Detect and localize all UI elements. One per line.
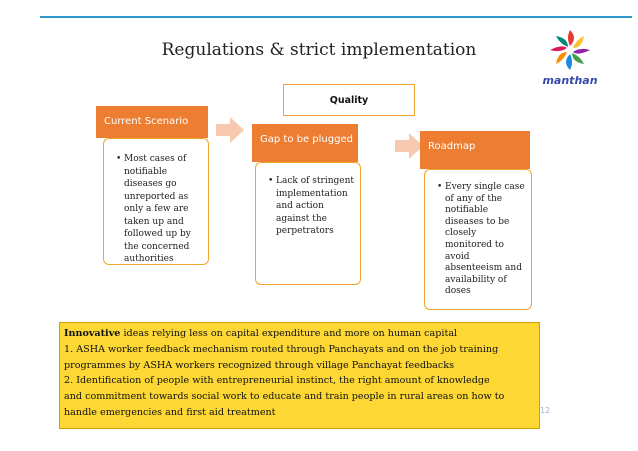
- innovative-line: 1. ASHA worker feedback mechanism routed through Panchayats and on the job training: [64, 343, 499, 355]
- innovative-intro: Innovative ideas relying less on capital expenditure and more on human capital: [64, 328, 458, 339]
- arrow-right-icon: [214, 115, 246, 145]
- bullet-list: [262, 175, 356, 238]
- column-header-roadmap: Roadmap: [420, 131, 530, 169]
- quality-box: [283, 84, 415, 116]
- bullet-list: [110, 153, 204, 266]
- top-rule: [40, 16, 632, 18]
- bullet-item: • Lack of stringent implementation and action against the perpetrators: [276, 175, 356, 238]
- logo-text: manthan: [542, 74, 598, 87]
- innovative-line: handle emergencies and first aid treatment: [64, 406, 276, 418]
- slide-title: Regulations & strict implementation: [161, 40, 477, 60]
- bullet-item: • Most cases of notifiable diseases go unreported as only a few are taken up and followed up by the concerned authorities: [124, 153, 204, 266]
- gap-box: [255, 162, 361, 285]
- column-header-gap: Gap to be plugged: [252, 124, 358, 162]
- column-header-current-scenario: Current Scenario: [96, 106, 208, 138]
- innovative-ideas-box: [59, 322, 540, 429]
- innovative-line: and commitment towards social work to educate and train people in rural areas on how to: [64, 391, 505, 403]
- bullet-item: • Every single case of any of the notifiable diseases to be closely monitored to avoid absenteeism and availability of doses: [445, 182, 527, 298]
- innovative-line: programmes by ASHA workers recognized through village Panchayat feedbacks: [64, 359, 455, 371]
- manthan-logo: [533, 26, 607, 90]
- innovative-line: 2. Identification of people with entrepreneurial instinct, the right amount of knowledge: [64, 375, 490, 387]
- page-number: 12: [540, 406, 551, 415]
- quality-label: Quality: [329, 94, 369, 106]
- bullet-list: [431, 182, 527, 298]
- current-scenario-box: [103, 138, 209, 265]
- roadmap-box: [424, 169, 532, 310]
